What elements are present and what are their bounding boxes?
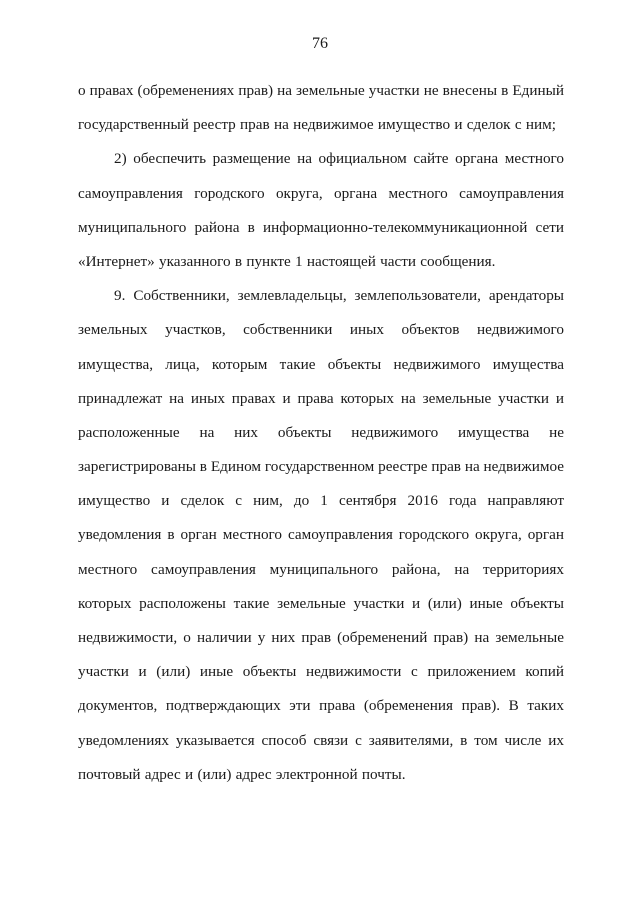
page-number: 76 [312, 35, 328, 52]
text-line: местного самоуправления муниципального района, на территориях [78, 560, 564, 578]
text-line: самоуправления городского округа, органа местного самоуправления [78, 184, 564, 202]
text-line: земельных участков, собственники иных объектов недвижимого [78, 321, 564, 339]
paragraph-item-2 [78, 142, 564, 279]
text-line: расположенные на них объекты недвижимого имущества не [78, 423, 564, 441]
text-line: недвижимости, о наличии у них прав (обременений прав) на земельные [78, 629, 564, 646]
text-line: 2) обеспечить размещение на официальном сайте органа местного [114, 150, 564, 168]
text-line: имущества, лица, которым такие объекты недвижимого имущества [78, 355, 564, 373]
text-line: документов, подтверждающих эти права (обременения прав). В таких [78, 697, 564, 715]
text-line: государственный реестр прав на недвижимое имущество и сделок с ним; [78, 116, 556, 134]
text-line: о правах (обременениях прав) на земельные участки не внесены в Единый [78, 82, 564, 99]
text-line: муниципального района в информационно-телекоммуникационной сети [78, 218, 564, 236]
text-line: уведомления в орган местного самоуправления городского округа, орган [78, 526, 564, 544]
text-line: принадлежат на иных правах и права которых на земельные участки и [78, 389, 564, 407]
text-line: которых расположены такие земельные участки и (или) иные объекты [78, 594, 564, 612]
paragraph-continuation [78, 74, 564, 142]
text-line: участки и (или) иные объекты недвижимости с приложением копий [78, 663, 564, 681]
text-line: «Интернет» указанного в пункте 1 настоящей части сообщения. [78, 252, 496, 270]
paragraph-section-9 [78, 279, 564, 792]
text-line: зарегистрированы в Едином государственном реестре прав на недвижимое [78, 458, 564, 476]
text-line: почтовый адрес и (или) адрес электронной почты. [78, 765, 406, 783]
text-line: 9. Собственники, землевладельцы, землепользователи, арендаторы [114, 287, 564, 305]
text-line: уведомлениях указывается способ связи с заявителями, в том числе их [78, 731, 564, 749]
document-body [78, 74, 564, 792]
text-line: имущество и сделок с ним, до 1 сентября 2016 года направляют [78, 492, 564, 510]
